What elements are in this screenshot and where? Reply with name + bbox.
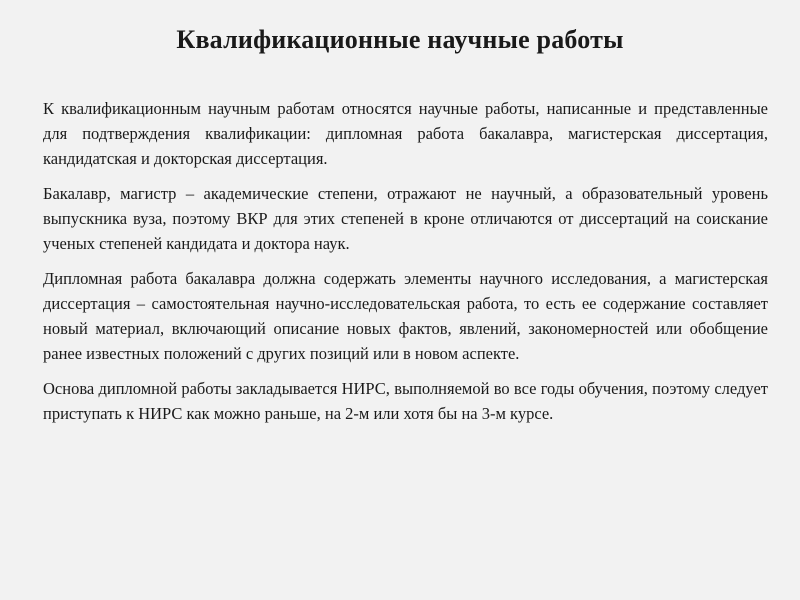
slide-body [43, 96, 768, 436]
slide-title: Квалификационные научные работы [176, 25, 624, 54]
paragraph-2: Бакалавр, магистр – академические степени, отражают не научный, а образовательный уровень выпускника вуза, поэтому ВКР для этих степеней в кроне отличаются от диссертаций на соискание ученых степеней кандидата и доктора наук. [43, 184, 768, 253]
paragraph-1: К квалификационным научным работам относятся научные работы, написанные и представленные для подтверждения квалификации: дипломная работа бакалавра, магистерская диссертация, кандидатская и докторская диссертация. [43, 99, 768, 168]
paragraph-3: Дипломная работа бакалавра должна содержать элементы научного исследования, а магистерская диссертация – самостоятельная научно-исследовательская работа, то есть ее содержание составляет новый материал, включающий описание новых фактов, явлений, закономерностей или обобщение ранее известных положений с других позиций или в новом аспекте. [43, 269, 768, 363]
paragraph-4: Основа дипломной работы закладывается НИРС, выполняемой во все годы обучения, поэтому следует приступать к НИРС как можно раньше, на 2-м или хотя бы на 3-м курсе. [43, 379, 768, 423]
